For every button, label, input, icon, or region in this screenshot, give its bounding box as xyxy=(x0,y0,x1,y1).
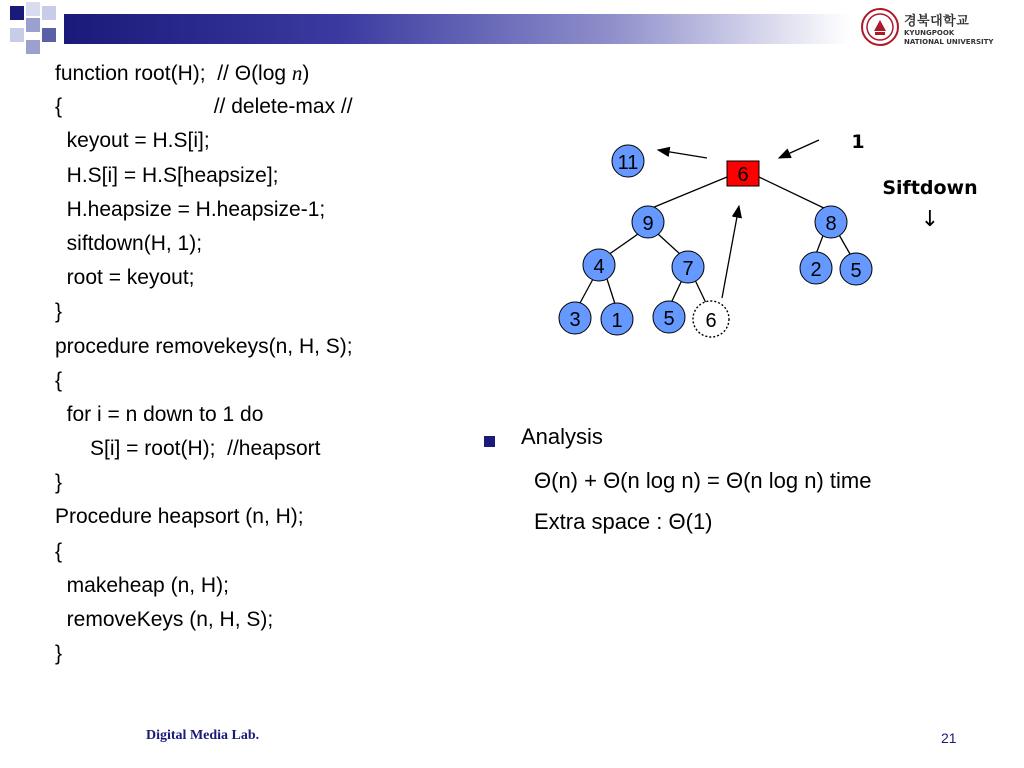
code-line: H.S[i] = H.S[heapsize]; xyxy=(55,163,279,187)
code-line: } xyxy=(55,471,63,495)
heap-tree-diagram xyxy=(540,120,1010,350)
code-line: } xyxy=(55,300,63,324)
header-deco-square xyxy=(42,28,56,42)
code-line: for i = n down to 1 do xyxy=(55,402,264,426)
square-bullet-icon xyxy=(484,436,495,447)
svg-text:5: 5 xyxy=(663,308,675,330)
tree-edge xyxy=(759,177,828,210)
svg-text:9: 9 xyxy=(642,213,654,235)
code-line: { xyxy=(55,539,63,563)
tree-node xyxy=(583,249,615,281)
code-line: removeKeys (n, H, S); xyxy=(55,608,274,631)
siftdown-label: Siftdown xyxy=(882,177,978,199)
arrow-last-to-root xyxy=(722,206,739,298)
university-logo xyxy=(858,4,1008,50)
header-gradient-bar xyxy=(64,14,850,44)
code-line: keyout = H.S[i]; xyxy=(55,129,210,153)
code-line: siftdown(H, 1); xyxy=(55,231,203,255)
tree-node xyxy=(559,302,591,334)
header-deco-square xyxy=(26,2,40,16)
tree-edge xyxy=(671,280,682,303)
tree-node xyxy=(815,206,847,238)
tree-edge xyxy=(607,279,615,304)
tree-node xyxy=(840,253,872,285)
logo-english-line1: KYUNGPOOK xyxy=(904,29,955,37)
code-italic-n: n xyxy=(291,61,303,85)
svg-text:6: 6 xyxy=(705,310,717,332)
slide-number: 21 xyxy=(941,730,957,746)
code-line: S[i] = root(H); //heapsort xyxy=(55,437,321,461)
svg-text:3: 3 xyxy=(569,309,581,331)
logo-korean-name: 경북대학교 xyxy=(904,14,970,29)
tree-edge xyxy=(695,280,706,303)
code-line: { xyxy=(55,368,63,392)
header-deco-square xyxy=(26,40,40,54)
tree-node-removed xyxy=(612,145,644,177)
pseudocode-block xyxy=(55,56,353,671)
tree-edge xyxy=(580,279,593,303)
svg-text:7: 7 xyxy=(682,258,694,280)
arrow-to-root xyxy=(779,140,819,158)
code-line: { // delete-max // xyxy=(55,95,353,119)
svg-text:5: 5 xyxy=(850,260,862,282)
university-seal-icon xyxy=(860,6,900,48)
step-label: 1 xyxy=(851,131,865,153)
siftdown-arrow-icon: ↓ xyxy=(920,207,940,232)
code-line: } xyxy=(55,642,63,666)
svg-text:1: 1 xyxy=(611,310,623,332)
header-deco-square xyxy=(26,18,40,32)
tree-node xyxy=(672,251,704,283)
header-deco-square xyxy=(10,6,24,20)
analysis-heading: Analysis xyxy=(521,424,603,449)
tree-node-root xyxy=(727,161,759,186)
svg-text:11: 11 xyxy=(617,152,639,174)
footer-lab-name: Digital Media Lab. xyxy=(146,728,260,743)
svg-text:8: 8 xyxy=(825,213,837,235)
tree-node xyxy=(653,301,685,333)
code-line: makeheap (n, H); xyxy=(55,573,229,597)
tree-edge xyxy=(647,177,727,210)
tree-node-moved xyxy=(693,301,729,337)
tree-edge xyxy=(838,233,850,254)
tree-node xyxy=(601,303,633,335)
code-line: Procedure heapsort (n, H); xyxy=(55,505,304,529)
tree-node xyxy=(632,206,664,238)
tree-node xyxy=(800,252,832,284)
tree-edge xyxy=(608,234,638,255)
logo-english-line2: NATIONAL UNIVERSITY xyxy=(904,38,994,46)
analysis-space-complexity: Extra space : Θ(1) xyxy=(534,509,713,534)
code-line: H.heapsize = H.heapsize-1; xyxy=(55,197,326,221)
code-line: root = keyout; xyxy=(55,266,195,290)
code-line: function root(H); // Θ(log n) xyxy=(55,61,310,85)
tree-edge xyxy=(658,234,681,255)
arrow-to-removed xyxy=(658,150,707,158)
svg-text:2: 2 xyxy=(810,259,822,281)
header-deco-square xyxy=(42,6,56,20)
analysis-time-complexity: Θ(n) + Θ(n log n) = Θ(n log n) time xyxy=(534,468,872,493)
svg-text:6: 6 xyxy=(737,164,749,186)
code-line: procedure removekeys(n, H, S); xyxy=(55,334,353,358)
svg-text:4: 4 xyxy=(593,256,605,278)
header-deco-square xyxy=(10,28,24,42)
